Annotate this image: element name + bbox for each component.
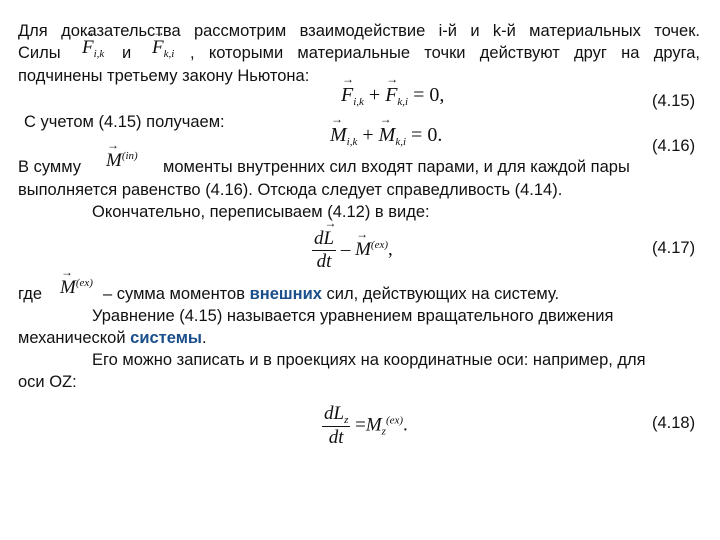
text-sil: сил, действующих на систему. [326, 285, 560, 303]
paragraph-line-11: Его можно записать и в проекциях на координатные оси: например, для [92, 351, 646, 369]
equation-4-18: $\frac{dL_z}{dt}$ $=M_z^{(ex)}$. [324, 403, 408, 448]
paragraph-line-5-tail: моменты внутренних сил входят парами, и для каждой пары [163, 158, 630, 176]
text-summa-momentov: – сумма моментов [103, 285, 245, 303]
highlight-sistemy: системы [130, 329, 202, 347]
paragraph-line-2-tail: , которыми материальные точки действуют друг на друга, [190, 44, 700, 62]
inline-formula-Fki: → $F_{k,i}$ [152, 37, 174, 60]
paragraph-line-4: С учетом (4.15) получаем: [24, 113, 225, 131]
paragraph-line-12: оси OZ: [18, 373, 77, 391]
highlight-vneshnih: внешних [249, 285, 322, 303]
inline-formula-M-in: → $M^{(in)}$ [106, 150, 138, 172]
inline-formula-Fik: → $F_{i,k}$ [82, 37, 104, 60]
text-i: и [122, 44, 132, 62]
text-v-summu: В сумму [18, 158, 82, 176]
equation-number-4-15: (4.15) [652, 92, 696, 110]
paragraph-line-6: выполняется равенство (4.16). Отсюда следует справедливость (4.14). [18, 181, 563, 199]
equation-number-4-17: (4.17) [652, 239, 696, 257]
paragraph-line-7: Окончательно, переписываем (4.12) в виде: [92, 203, 430, 221]
inline-formula-M-ex: → $M^{(ex)}$ [60, 277, 93, 299]
paragraph-line-8 [103, 284, 559, 304]
paragraph-line-10: механической системы. [18, 329, 207, 347]
equation-number-4-16: (4.16) [652, 137, 696, 155]
text-sily: Силы [18, 44, 61, 62]
equation-number-4-18: (4.18) [652, 414, 696, 432]
equation-4-15: → $F_{i,k}$ + → $F_{k,i} = 0$, [341, 84, 444, 108]
equation-4-17: $\frac{d\to L}{dt}$ – → $M^{(ex)}$, [312, 228, 393, 273]
equation-4-16: → $M_{i,k}$ + → $M_{k,i} = 0$. [330, 124, 442, 148]
paragraph-line-3: подчинены третьему закону Ньютона: [18, 67, 310, 85]
paragraph-line-9: Уравнение (4.15) называется уравнением вращательного движения [92, 307, 614, 325]
paragraph-line-1: Для доказательства рассмотрим взаимодействие i-й и k-й материальных точек. [18, 22, 700, 40]
text-gde: где [18, 285, 43, 303]
